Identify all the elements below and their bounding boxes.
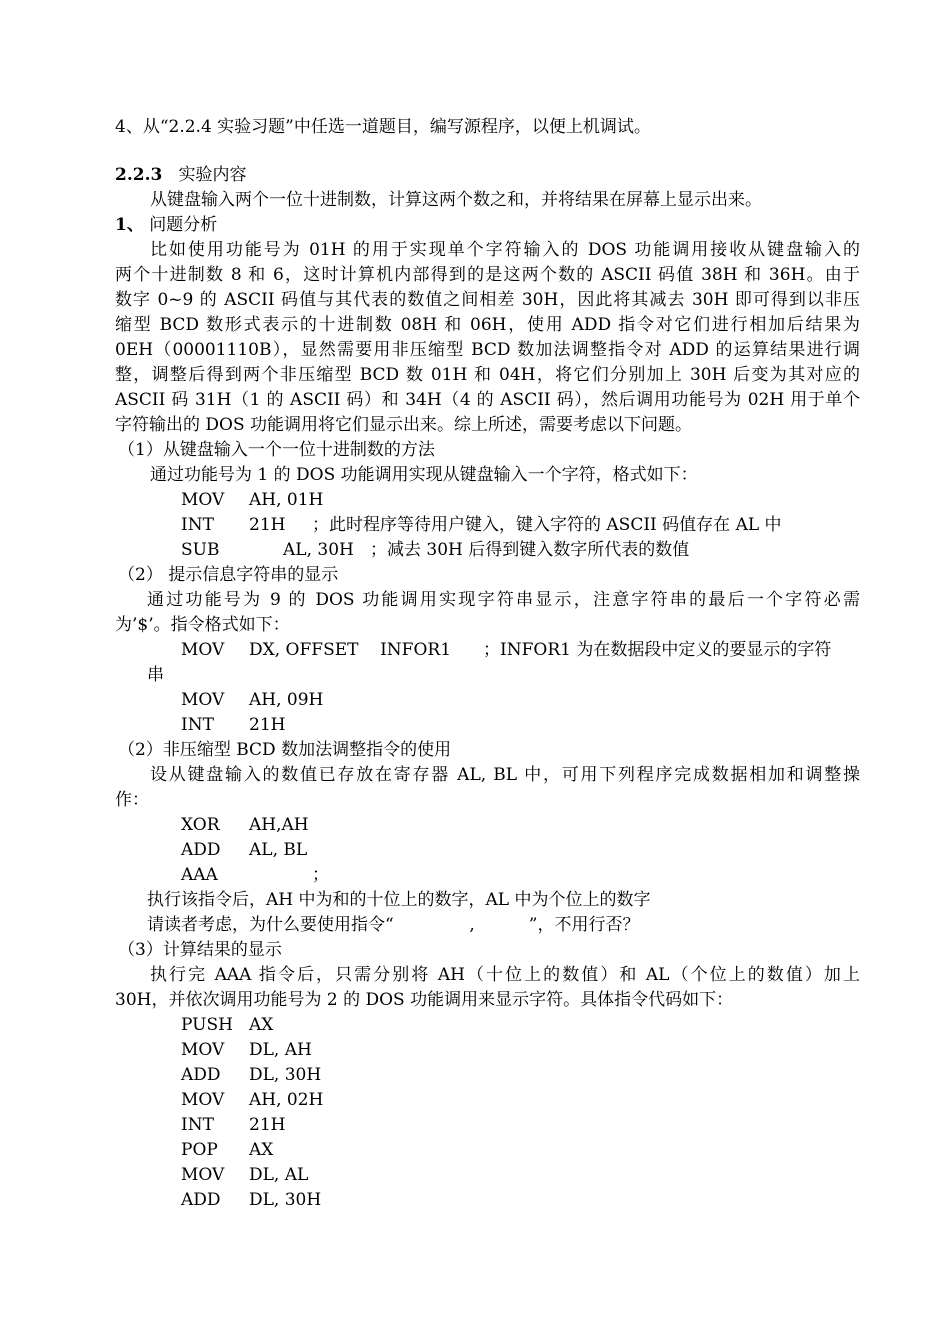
problem-title: 问题分析 [149, 215, 218, 235]
sub2-desc-1: 通过功能号为 9 的 DOS 功能调用实现字符串显示，注意字符串的最后一个字符必需 [147, 590, 860, 610]
analysis-line-3: 数字 0~9 的 ASCII 码值与其代表的数值之间相差 30H，因此将其减去 30H 即可得到以非压 [115, 290, 860, 310]
code-comment-wrap: 串 [147, 665, 164, 685]
code-arg: 21H [249, 715, 286, 735]
sub4-title: （3）计算结果的显示 [118, 940, 282, 960]
code-arg: AX [249, 1140, 274, 1160]
code-arg: DL, 30H [249, 1065, 322, 1085]
code-op: AAA [181, 865, 218, 885]
section-title: 实验内容 [178, 165, 247, 185]
code-op: INT [181, 715, 214, 735]
section-number: 2.2.3 [115, 165, 163, 185]
code-arg: AX [249, 1015, 274, 1035]
code-comment: ；减去 30H 后得到键入数字所代表的数值 [370, 540, 690, 560]
code-comment: ； [312, 865, 329, 885]
code-arg: DL, AL [249, 1165, 309, 1185]
task-4-line: 4、从“2.2.4 实验习题”中任选一道题目，编写源程序，以便上机调试。 [115, 117, 651, 137]
code-arg: AH, 01H [249, 490, 324, 510]
code-arg: AL, BL [249, 840, 308, 860]
code-op: PUSH [181, 1015, 233, 1035]
problem-number: 1、 [115, 215, 144, 235]
code-op: MOV [181, 640, 225, 660]
code-arg: AH, 02H [249, 1090, 324, 1110]
code-op: MOV [181, 1040, 225, 1060]
sub1-desc: 通过功能号为 1 的 DOS 功能调用实现从键盘输入一个字符，格式如下： [150, 465, 698, 485]
analysis-line-2: 两个十进制数 8 和 6，这时计算机内部得到的是这两个数的 ASCII 码值 38H 和 36H。由于 [115, 265, 860, 285]
sub3-desc-2: 作： [115, 790, 149, 810]
code-op: MOV [181, 1165, 225, 1185]
sub1-title: （1）从键盘输入一个一位十进制数的方法 [118, 440, 435, 460]
sub3-desc-1: 设从键盘输入的数值已存放在寄存器 AL, BL 中，可用下列程序完成数据相加和调整操 [150, 765, 860, 785]
sub3-note-1: 执行该指令后，AH 中为和的十位上的数字，AL 中为个位上的数字 [147, 890, 651, 910]
code-comment: ；此时程序等待用户键入，键入字符的 ASCII 码值存在 AL 中 [312, 515, 782, 535]
intro-text: 从键盘输入两个一位十进制数，计算这两个数之和，并将结果在屏幕上显示出来。 [150, 190, 762, 210]
code-arg: 21H [249, 515, 286, 535]
code-op: ADD [181, 1065, 221, 1085]
code-arg: DL, 30H [249, 1190, 322, 1210]
code-op: INT [181, 515, 214, 535]
code-op: MOV [181, 490, 225, 510]
sub4-desc-2: 30H，并依次调用功能号为 2 的 DOS 功能调用来显示字符。具体指令代码如下： [115, 990, 734, 1010]
code-op: MOV [181, 690, 225, 710]
problem-heading [115, 213, 217, 237]
analysis-line-1: 比如使用功能号为 01H 的用于实现单个字符输入的 DOS 功能调用接收从键盘输入的 [150, 240, 860, 260]
code-op: ADD [181, 1190, 221, 1210]
sub3-title: （2）非压缩型 BCD 数加法调整指令的使用 [118, 740, 452, 760]
sub2-desc-2: 为’$’。指令格式如下： [115, 615, 290, 635]
analysis-line-5: 0EH（00001110B），显然需要用非压缩型 BCD 数加法调整指令对 ADD 的运算结果进行调 [115, 340, 860, 360]
code-op: ADD [181, 840, 221, 860]
analysis-line-6: 整，调整后得到两个非压缩型 BCD 数 01H 和 04H，将它们分别加上 30H 后变为其对应的 [115, 365, 860, 385]
code-arg: DX, OFFSET INFOR1 [249, 640, 452, 660]
code-arg: AL, 30H [283, 540, 354, 560]
code-comment: ；INFOR1 为在数据段中定义的要显示的字符 [483, 640, 832, 660]
code-arg: AH, 09H [249, 690, 324, 710]
section-heading [115, 163, 247, 187]
code-op: XOR [181, 815, 220, 835]
code-op: INT [181, 1115, 214, 1135]
sub4-desc-1: 执行完 AAA 指令后，只需分别将 AH（十位上的数值）和 AL（个位上的数值）加上 [150, 965, 860, 985]
code-arg: AH,AH [249, 815, 309, 835]
analysis-line-7: ASCII 码 31H（1 的 ASCII 码）和 34H（4 的 ASCII 码），然后调用功能号为 02H 用于单个 [115, 390, 860, 410]
code-op: MOV [181, 1090, 225, 1110]
code-op: POP [181, 1140, 218, 1160]
sub2-title: （2） 提示信息字符串的显示 [118, 565, 339, 585]
code-op: SUB [181, 540, 220, 560]
analysis-line-4: 缩型 BCD 数形式表示的十进制数 08H 和 06H，使用 ADD 指令对它们进行相加后结果为 [115, 315, 860, 335]
sub3-note-2: 请读者考虑，为什么要使用指令“ , ”，不用行否？ [147, 915, 640, 935]
analysis-line-8: 字符输出的 DOS 功能调用将它们显示出来。综上所述，需要考虑以下问题。 [115, 415, 693, 435]
code-arg: 21H [249, 1115, 286, 1135]
code-arg: DL, AH [249, 1040, 312, 1060]
